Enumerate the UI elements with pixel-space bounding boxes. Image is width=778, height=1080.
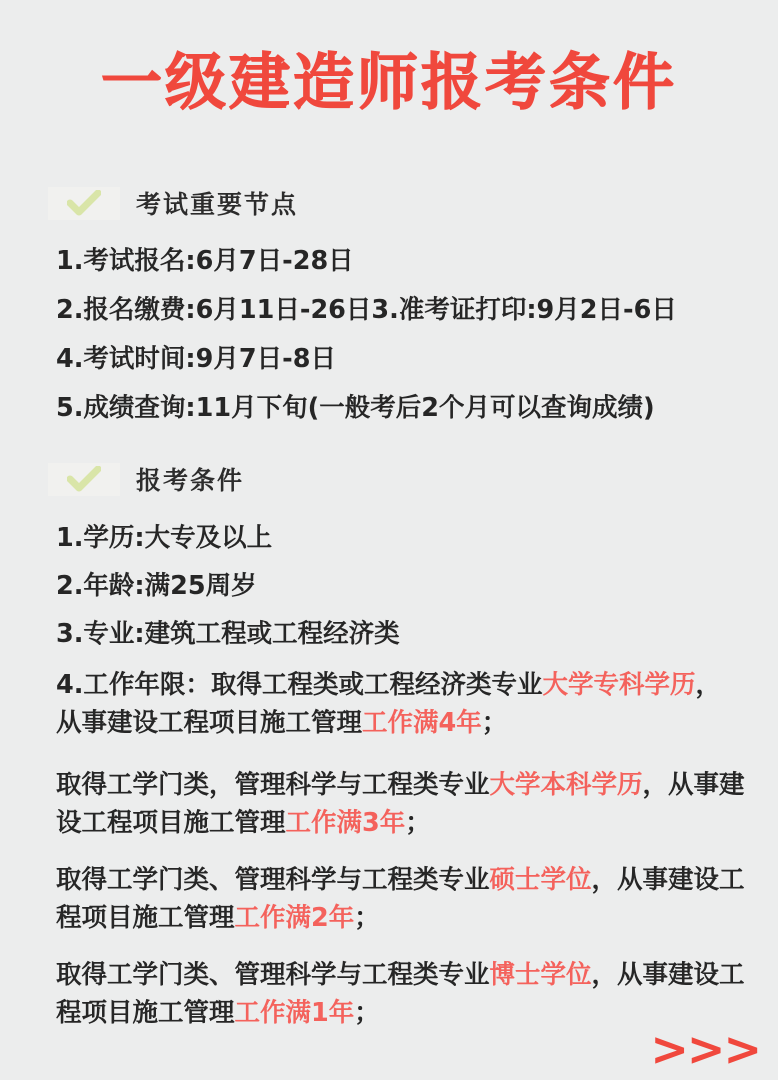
work-years-middle: ，从事建设工程项目施工管理 xyxy=(56,865,745,933)
check-mark-icon xyxy=(48,463,120,496)
list-item: 3.专业:建筑工程或工程经济类 xyxy=(56,619,400,649)
work-years-degree: 大学本科学历 xyxy=(489,770,643,800)
work-years-degree: 硕士学位 xyxy=(489,865,592,895)
list-item: 2.年龄:满25周岁 xyxy=(56,571,257,601)
work-years-prefix: 取得工程类或工程经济类专业 xyxy=(210,670,543,700)
list-item: 1.学历:大专及以上 xyxy=(56,523,273,553)
work-years-degree: 大学专科学历 xyxy=(542,670,696,700)
section-heading-exam-nodes xyxy=(48,185,298,221)
list-item: 1.考试报名:6月7日-28日 xyxy=(56,246,354,276)
work-years-suffix: ； xyxy=(354,903,380,933)
list-item: 2.报名缴费:6月11日-26日3.准考证打印:9月2日-6日 xyxy=(56,295,677,325)
work-years-middle: ，从事建设工程项目施工管理 xyxy=(56,960,745,1028)
work-years-duration: 工作满4年 xyxy=(362,708,482,738)
work-years-suffix: ； xyxy=(481,708,508,738)
work-years-degree: 博士学位 xyxy=(489,960,592,990)
work-years-prefix: 取得工学门类，管理科学与工程类专业 xyxy=(56,770,490,800)
work-years-item-2 xyxy=(56,766,746,842)
check-mark-icon xyxy=(48,187,120,220)
work-years-prefix: 取得工学门类、管理科学与工程类专业 xyxy=(56,960,490,990)
section-title-text: 考试重要节点 xyxy=(136,190,299,219)
work-years-suffix: ； xyxy=(354,998,380,1028)
page-title: 一级建造师报考条件 xyxy=(100,47,677,118)
list-item: 5.成绩查询:11月下旬(一般考后2个月可以查询成绩) xyxy=(56,393,655,423)
section-title-text: 报考条件 xyxy=(136,466,245,495)
list-item: 4.考试时间:9月7日-8日 xyxy=(56,344,336,374)
work-years-duration: 工作满2年 xyxy=(234,903,355,933)
next-page-arrows-icon: >>> xyxy=(650,1022,760,1076)
work-years-item-1 xyxy=(56,666,746,742)
work-years-prefix: 取得工学门类、管理科学与工程类专业 xyxy=(56,865,490,895)
work-years-label: 4.工作年限： xyxy=(56,670,211,700)
section-heading-requirements xyxy=(48,461,244,497)
work-years-suffix: ； xyxy=(405,808,431,838)
work-years-middle: ，从事建设工程项目施工管理 xyxy=(56,770,745,838)
work-years-duration: 工作满3年 xyxy=(285,808,406,838)
work-years-middle: ，从事建设工程项目施工管理 xyxy=(56,670,721,738)
work-years-item-4 xyxy=(56,956,746,1032)
work-years-duration: 工作满1年 xyxy=(234,998,355,1028)
work-years-item-3 xyxy=(56,861,746,937)
